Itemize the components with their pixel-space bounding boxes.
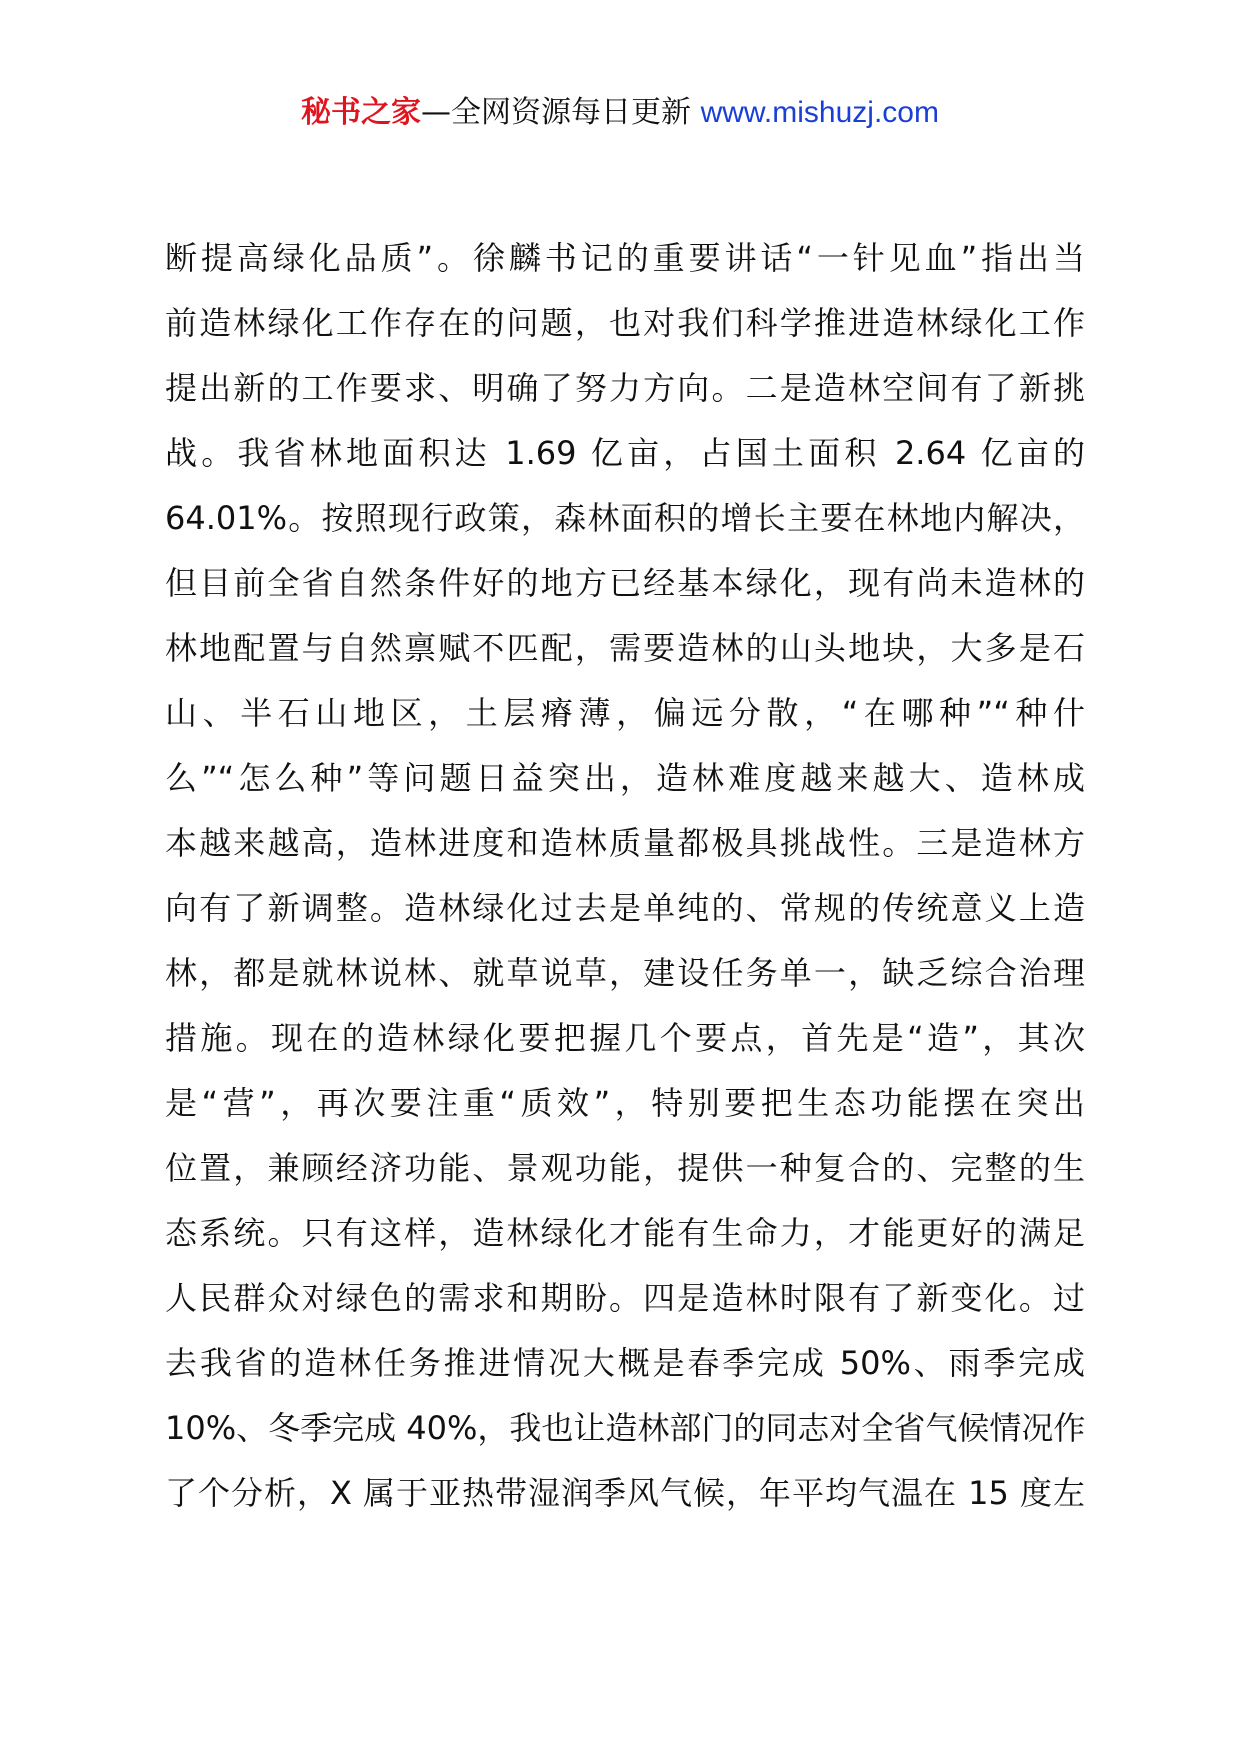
document-body — [165, 238, 1085, 1538]
text-line: 位置，兼顾经济功能、景观功能，提供一种复合的、完整的生 — [165, 1149, 1085, 1187]
text-line: 提出新的工作要求、明确了努力方向。二是造林空间有了新挑 — [165, 369, 1085, 407]
text-line: 10%、冬季完成 40%，我也让造林部门的同志对全省气候情况作 — [165, 1409, 1085, 1447]
header-tagline: —全网资源每日更新 — [421, 95, 701, 130]
text-line: 人民群众对绿色的需求和期盼。四是造林时限有了新变化。过 — [165, 1279, 1085, 1317]
text-line: 前造林绿化工作存在的问题，也对我们科学推进造林绿化工作 — [165, 304, 1085, 342]
text-line: 林地配置与自然禀赋不匹配，需要造林的山头地块，大多是石 — [165, 629, 1085, 667]
page-header — [0, 93, 1240, 133]
text-line: 去我省的造林任务推进情况大概是春季完成 50%、雨季完成 — [165, 1344, 1085, 1382]
text-line: 措施。现在的造林绿化要把握几个要点，首先是“造”，其次 — [165, 1019, 1085, 1057]
text-line: 是“营”，再次要注重“质效”，特别要把生态功能摆在突出 — [165, 1084, 1085, 1122]
site-url-link[interactable]: www.mishuzj.com — [700, 96, 939, 129]
text-line: 但目前全省自然条件好的地方已经基本绿化，现有尚未造林的 — [165, 564, 1085, 602]
text-line: 了个分析，X 属于亚热带湿润季风气候，年平均气温在 15 度左 — [165, 1474, 1085, 1512]
text-line: 断提高绿化品质”。徐麟书记的重要讲话“一针见血”指出当 — [165, 239, 1085, 277]
text-line: 本越来越高，造林进度和造林质量都极具挑战性。三是造林方 — [165, 824, 1085, 862]
brand-name: 秘书之家 — [301, 95, 422, 130]
text-line: 向有了新调整。造林绿化过去是单纯的、常规的传统意义上造 — [165, 889, 1085, 927]
text-line: 林，都是就林说林、就草说草，建设任务单一，缺乏综合治理 — [165, 954, 1085, 992]
text-line: 态系统。只有这样，造林绿化才能有生命力，才能更好的满足 — [165, 1214, 1085, 1252]
text-line: 战。我省林地面积达 1.69 亿亩，占国土面积 2.64 亿亩的 — [165, 434, 1085, 472]
text-line: 64.01%。按照现行政策，森林面积的增长主要在林地内解决， — [165, 499, 1085, 537]
text-line: 么”“怎么种”等问题日益突出，造林难度越来越大、造林成 — [165, 759, 1085, 797]
text-line: 山、半石山地区，土层瘠薄，偏远分散，“在哪种”“种什 — [165, 694, 1085, 732]
